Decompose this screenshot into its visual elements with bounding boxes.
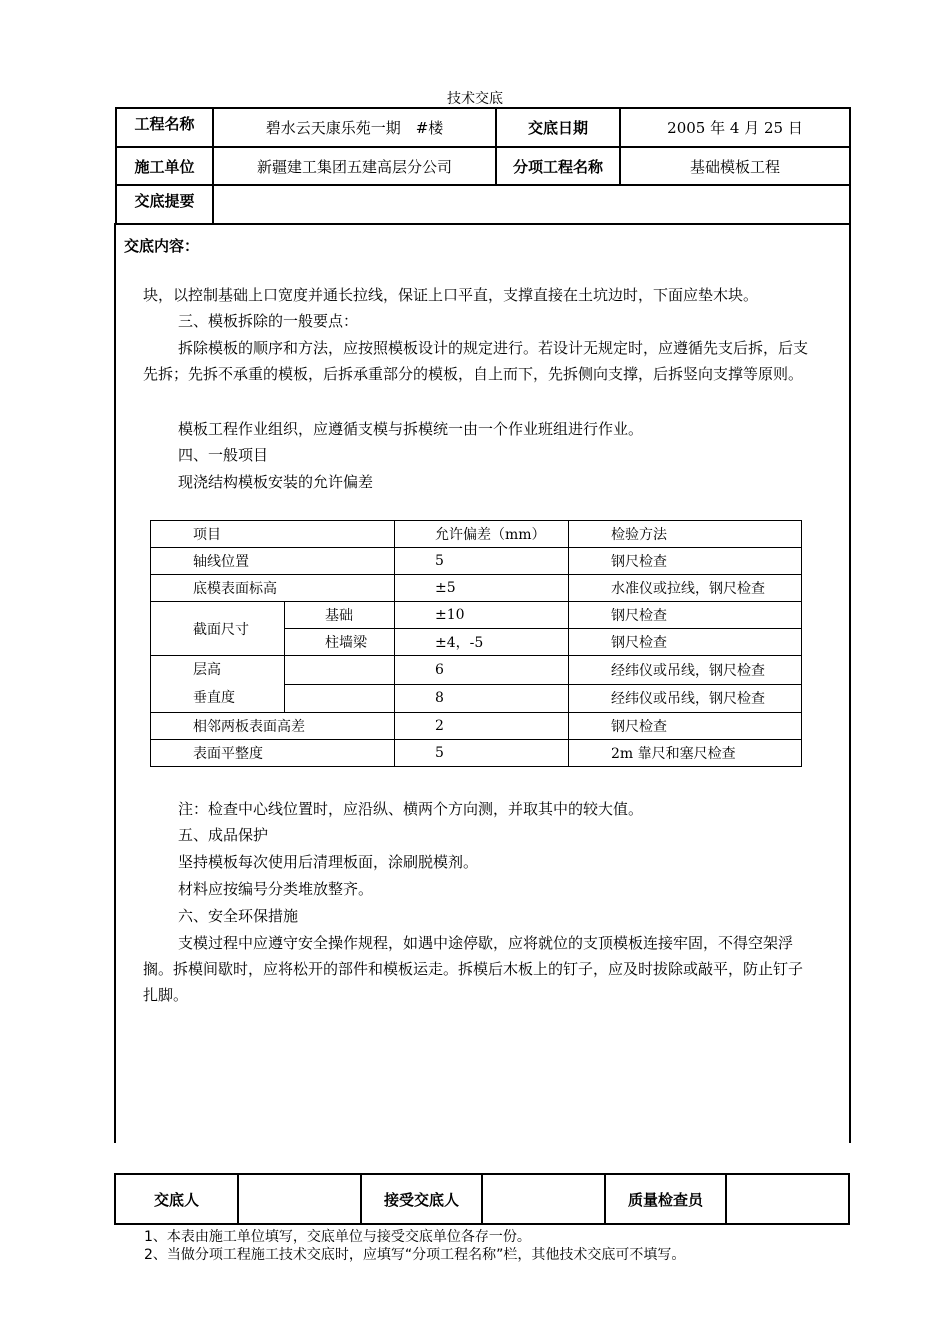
signoff-table	[114, 1173, 850, 1225]
table-row	[151, 575, 802, 602]
inspector-label: 质量检查员	[605, 1174, 726, 1224]
subproject-value: 基础模板工程	[620, 147, 850, 185]
table-row	[151, 602, 802, 629]
handover-signature-field[interactable]	[238, 1174, 361, 1224]
table-row	[151, 548, 802, 575]
paragraph-storage: 材料应按编号分类堆放整齐。	[178, 880, 374, 898]
cell-method: 水准仪或拉线，钢尺检查	[569, 575, 802, 602]
date-value: 2005 年 4 月 25 日	[620, 108, 850, 147]
receiver-signature-field[interactable]	[482, 1174, 605, 1224]
receiver-label: 接受交底人	[361, 1174, 482, 1224]
footer-note: 2、当做分项工程施工技术交底时，应填写“分项工程名称”栏，其他技术交底可不填写。	[144, 1247, 686, 1263]
contractor-value: 新疆建工集团五建高层分公司	[213, 147, 496, 185]
cell-subitem-empty	[285, 684, 395, 713]
cell-subitem: 基础	[285, 602, 395, 629]
cell-method: 钢尺检查	[569, 713, 802, 740]
section-heading-removal: 三、模板拆除的一般要点：	[178, 312, 359, 330]
header-table	[115, 107, 851, 225]
cell-item: 截面尺寸	[151, 602, 285, 656]
handover-label: 交底人	[115, 1174, 238, 1224]
cell-method: 钢尺检查	[569, 602, 802, 629]
summary-value	[213, 185, 850, 224]
cell-subitem: 柱墙梁	[285, 629, 395, 656]
cell-item-stacked	[151, 656, 285, 713]
project-name-value: 碧水云天康乐苑一期 #楼	[213, 108, 496, 147]
contractor-label: 施工单位	[116, 147, 213, 185]
subproject-label: 分项工程名称	[496, 147, 620, 185]
paragraph-continuation: 块，以控制基础上口宽度并通长拉线，保证上口平直，支撑直接在土坑边时，下面应垫木块。	[143, 286, 759, 304]
paragraph-cleaning: 坚持模板每次使用后清理板面，涂刷脱模剂。	[178, 853, 479, 871]
cell-tolerance: 5	[395, 740, 569, 767]
cell-item: 轴线位置	[151, 548, 395, 575]
cell-method: 钢尺检查	[569, 629, 802, 656]
date-label: 交底日期	[496, 108, 620, 147]
project-name-label: 工程名称	[116, 108, 213, 147]
paragraph-safety: 支模过程中应遵守安全操作规程，如遇中途停歇，应将就位的支顶模板连接牢固，不得空架浮搁。拆模间歇时，应将松开的部件和模板运走。拆模后木板上的钉子，应及时拔除或敲平，防止钉子扎脚。	[143, 934, 804, 1004]
content-label: 交底内容：	[124, 237, 200, 255]
cell-item: 底模表面标高	[151, 575, 395, 602]
table-row	[151, 656, 802, 685]
cell-tolerance: ±10	[395, 602, 569, 629]
cell-item: 表面平整度	[151, 740, 395, 767]
header-tolerance: 允许偏差（mm）	[395, 521, 569, 548]
cell-method: 2m 靠尺和塞尺检查	[569, 740, 802, 767]
cell-tolerance: ±5	[395, 575, 569, 602]
inspector-signature-field[interactable]	[726, 1174, 849, 1224]
header-item: 项目	[151, 521, 395, 548]
section-heading-general: 四、一般项目	[178, 446, 269, 464]
header-method: 检验方法	[569, 521, 802, 548]
table-header-row	[151, 521, 802, 548]
document-title: 技术交底	[447, 91, 503, 107]
footer-note: 1、本表由施工单位填写，交底单位与接受交底单位各存一份。	[144, 1229, 531, 1245]
table-row	[151, 740, 802, 767]
tolerance-table	[150, 520, 802, 767]
table-note: 注：检查中心线位置时，应沿纵、横两个方向测，并取其中的较大值。	[178, 800, 644, 818]
cell-tolerance: 8	[395, 684, 569, 713]
table-row	[151, 713, 802, 740]
footer-notes	[144, 1228, 685, 1264]
cell-item-floor-height: 层高	[193, 662, 221, 678]
cell-tolerance: 2	[395, 713, 569, 740]
paragraph-organization: 模板工程作业组织，应遵循支模与拆模统一由一个作业班组进行作业。	[178, 420, 644, 438]
paragraph-removal-order: 拆除模板的顺序和方法，应按照模板设计的规定进行。若设计无规定时，应遵循先支后拆，后支先拆；先拆不承重的模板，后拆承重部分的模板，自上而下，先拆侧向支撑，后拆竖向支撑等原则。	[143, 339, 809, 383]
cell-tolerance: 5	[395, 548, 569, 575]
cell-item: 相邻两板表面高差	[151, 713, 395, 740]
summary-label: 交底提要	[116, 185, 213, 224]
section-heading-protection: 五、成品保护	[178, 826, 269, 844]
cell-subitem-empty	[285, 656, 395, 685]
cell-tolerance: ±4，-5	[395, 629, 569, 656]
cell-item-verticality: 垂直度	[193, 690, 235, 706]
cell-method: 经纬仪或吊线，钢尺检查	[569, 684, 802, 713]
section-heading-safety: 六、安全环保措施	[178, 907, 299, 925]
cell-method: 经纬仪或吊线，钢尺检查	[569, 656, 802, 685]
cell-method: 钢尺检查	[569, 548, 802, 575]
cell-tolerance: 6	[395, 656, 569, 685]
table-caption: 现浇结构模板安装的允许偏差	[178, 473, 374, 491]
